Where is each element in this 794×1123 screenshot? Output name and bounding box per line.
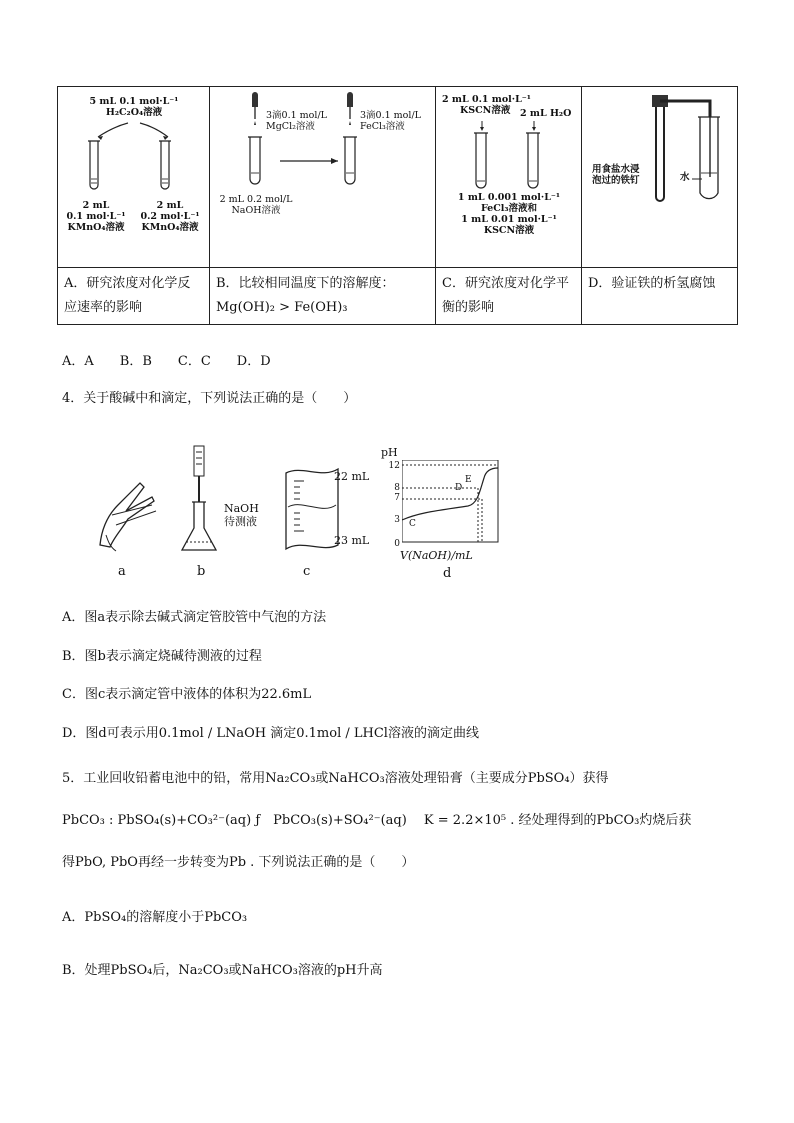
- q4-option-d: D．图d可表示用0.1mol / LNaOH 滴定0.1mol / LHCl溶液的滴定曲线: [62, 726, 479, 741]
- q4-fig-c-bottom: 23 mL: [334, 534, 370, 547]
- q4-stem: 4．关于酸碱中和滴定，下列说法正确的是（ ）: [62, 391, 357, 406]
- cell-c-drawing: [436, 87, 582, 267]
- q5-option-b: B．处理PbSO₄后，Na₂CO₃或NaHCO₃溶液的pH升高: [62, 963, 383, 978]
- cell-c-bottom-label: 1 mL 0.001 mol·L⁻¹ FeCl₃溶液和 1 mL 0.01 mol·L⁻¹ KSCN溶液: [457, 192, 561, 236]
- q4-option-a: A．图a表示除去碱式滴定管胶管中气泡的方法: [62, 610, 327, 625]
- cell-d-figure: [582, 87, 738, 268]
- cell-b-drop1-label: 3滴0.1 mol/L MgCl₂溶液: [266, 110, 327, 132]
- cell-c-top-left-label: 2 mL 0.1 mol·L⁻¹ KSCN溶液: [442, 94, 531, 116]
- cell-b-caption: B．比较相同温度下的溶解度： Mg(OH)₂ > Fe(OH)₃: [210, 268, 436, 325]
- q4-fig-c-burette: [282, 463, 342, 553]
- q3-options: A．A B．B C．C D．D: [62, 354, 271, 369]
- q4-fig-a-hand: [92, 475, 162, 555]
- q4-fig-d-point-e: E: [465, 475, 472, 485]
- q5-line1: 5．工业回收铅蓄电池中的铅，常用Na₂CO₃或NaHCO₃溶液处理铅膏（主要成分PbSO₄）获得: [62, 771, 609, 786]
- cell-a-top-label: 5 mL 0.1 mol·L⁻¹ H₂C₂O₄溶液: [89, 96, 179, 118]
- experiment-table: [57, 86, 738, 325]
- q4-fig-d-label: d: [443, 566, 452, 581]
- cell-a-figure: [58, 87, 210, 268]
- cell-b-bottom-label: 2 mL 0.2 mol/L NaOH溶液: [219, 194, 293, 216]
- q4-fig-d-ylabel: pH: [381, 446, 398, 459]
- q5-line2: PbCO₃ : PbSO₄(s)+CO₃²⁻(aq) ƒ PbCO₃(s)+SO₄²⁻(aq) K = 2.2×10⁵ . 经处理得到的PbCO₃灼烧后获: [62, 813, 692, 828]
- q4-fig-b-text: NaOH 待测液: [224, 502, 259, 528]
- q4-fig-d-curve: [402, 460, 502, 546]
- q4-option-c: C．图c表示滴定管中液体的体积为22.6mL: [62, 687, 312, 702]
- q4-fig-d-point-c: C: [409, 519, 416, 529]
- q4-fig-d-point-d: D: [455, 483, 463, 493]
- cell-b-figure: [210, 87, 436, 268]
- cell-b-drop2-label: 3滴0.1 mol/L FeCl₃溶液: [360, 110, 421, 132]
- cell-a-tube1-label: 2 mL 0.1 mol·L⁻¹ KMnO₄溶液: [66, 200, 126, 233]
- q4-fig-c-label: c: [303, 564, 311, 579]
- cell-d-nail-label: 用食盐水浸 泡过的铁钉: [592, 164, 640, 186]
- cell-d-water-label: 水: [680, 172, 690, 183]
- q5-option-a: A．PbSO₄的溶解度小于PbCO₃: [62, 910, 248, 925]
- cell-a-tubes-drawing: [58, 87, 210, 267]
- cell-d-caption: D．验证铁的析氢腐蚀: [582, 268, 738, 325]
- q4-fig-a-label: a: [118, 564, 126, 579]
- q4-option-b: B．图b表示滴定烧碱待测液的过程: [62, 649, 262, 664]
- cell-a-tube2-label: 2 mL 0.2 mol·L⁻¹ KMnO₄溶液: [140, 200, 200, 233]
- q4-fig-d-ticks: 12 8 7 3 0: [388, 461, 400, 549]
- q4-fig-c-top: 22 mL: [334, 470, 370, 483]
- q5-line3: 得PbO, PbO再经一步转变为Pb . 下列说法正确的是（ ）: [62, 855, 415, 870]
- q4-fig-d-xlabel: V(NaOH)/mL: [400, 549, 473, 562]
- cell-a-caption: A．研究浓度对化学反应速率的影响: [58, 268, 210, 325]
- q4-fig-b-flask: [178, 442, 258, 560]
- q4-fig-b-label: b: [197, 564, 206, 579]
- cell-c-figure: [436, 87, 582, 268]
- cell-c-caption: C．研究浓度对化学平衡的影响: [436, 268, 582, 325]
- cell-c-top-right-label: 2 mL H₂O: [520, 108, 572, 119]
